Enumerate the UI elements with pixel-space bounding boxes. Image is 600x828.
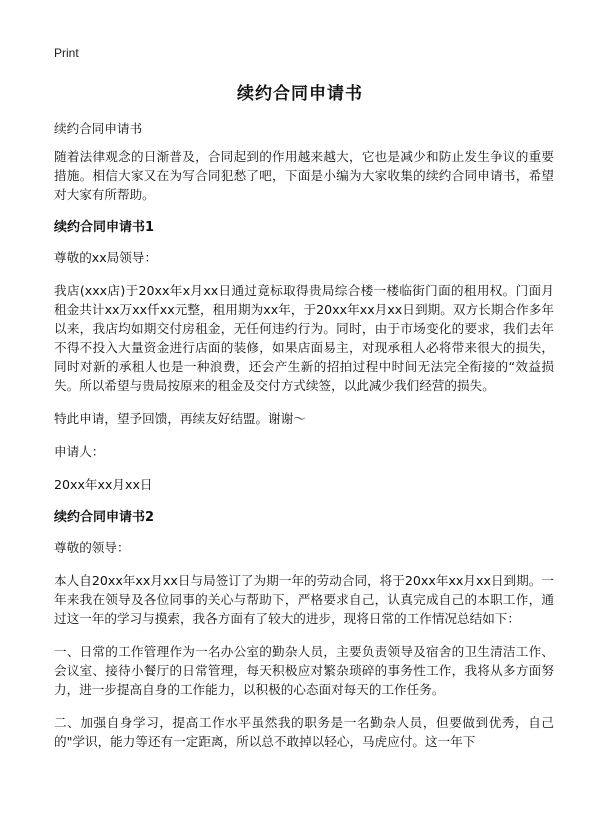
- section-2-point-1: 一、日常的工作管理作为一名办公室的勤杂人员，主要负责领导及宿舍的卫生清洁工作、会议室、接待小餐厅的日常管理，每天积极应对繁杂琐碎的事务性工作，我将从多方面努力，进一步提高自身的工作能力，以积极的心态面对每天的工作任务。: [54, 644, 554, 697]
- section-1-date: 20xx年xx月xx日: [54, 477, 153, 492]
- section-2-body: 本人自20xx年xx月xx日与局签订了为期一年的劳动合同，将于20xx年xx月xx日到期。一年来我在领导及各位同事的关心与帮助下，严格要求自己，认真完成自己的本职工作，通过这一年的学习与摸索，我各方面有了较大的进步，现将日常的工作情况总结如下：: [54, 573, 554, 626]
- section-1-heading: 续约合同申请书1: [54, 220, 155, 235]
- print-link[interactable]: Print: [54, 46, 79, 60]
- section-1-closing: 特此申请，望予回馈，再续友好结盟。谢谢～: [54, 411, 306, 426]
- intro-paragraph: 随着法律观念的日渐普及，合同起到的作用越来越大，它也是减少和防止发生争议的重要措施。相信大家又在为写合同犯愁了吧，下面是小编为大家收集的续约合同申请书，希望对大家有所帮助。: [54, 149, 554, 202]
- section-1-applicant: 申请人：: [54, 444, 105, 459]
- section-2-point-2: 二、加强自身学习，提高工作水平虽然我的职务是一名勤杂人员，但要做到优秀，自己的"学识，能力等还有一定距离，所以总不敢掉以轻心，马虎应付。这一年下: [54, 715, 554, 749]
- section-1-body: 我店(xxx店)于20xx年x月xx日通过竟标取得贵局综合楼一楼临街门面的租用权。门面月租金共计xx万xx仟xx元整，租用期为xx年，于20xx年xx月xx日到期。双方长期合作多年以来，我店均如期交付房租金，无任何违约行为。同时，由于市场变化的要求，我们去年不得不投入大量资金进行店面的装修，如果店面易主，对现承租人必将带来很大的损失，同时对新的承租人也是一种浪费，还会产生新的招拍过程中时间无法完全衔接的“效益损失。所以希望与贵局按原来的租金及交付方式续签，以此减少我们经营的损失。: [54, 283, 554, 393]
- document-subtitle: 续约合同申请书: [54, 121, 143, 136]
- document-body: [54, 119, 554, 765]
- section-2-heading: 续约合同申请书2: [54, 510, 155, 525]
- section-1-salutation: 尊敬的xx局领导：: [54, 250, 158, 265]
- section-2-salutation: 尊敬的领导：: [54, 540, 130, 555]
- document-title: 续约合同申请书: [237, 84, 363, 104]
